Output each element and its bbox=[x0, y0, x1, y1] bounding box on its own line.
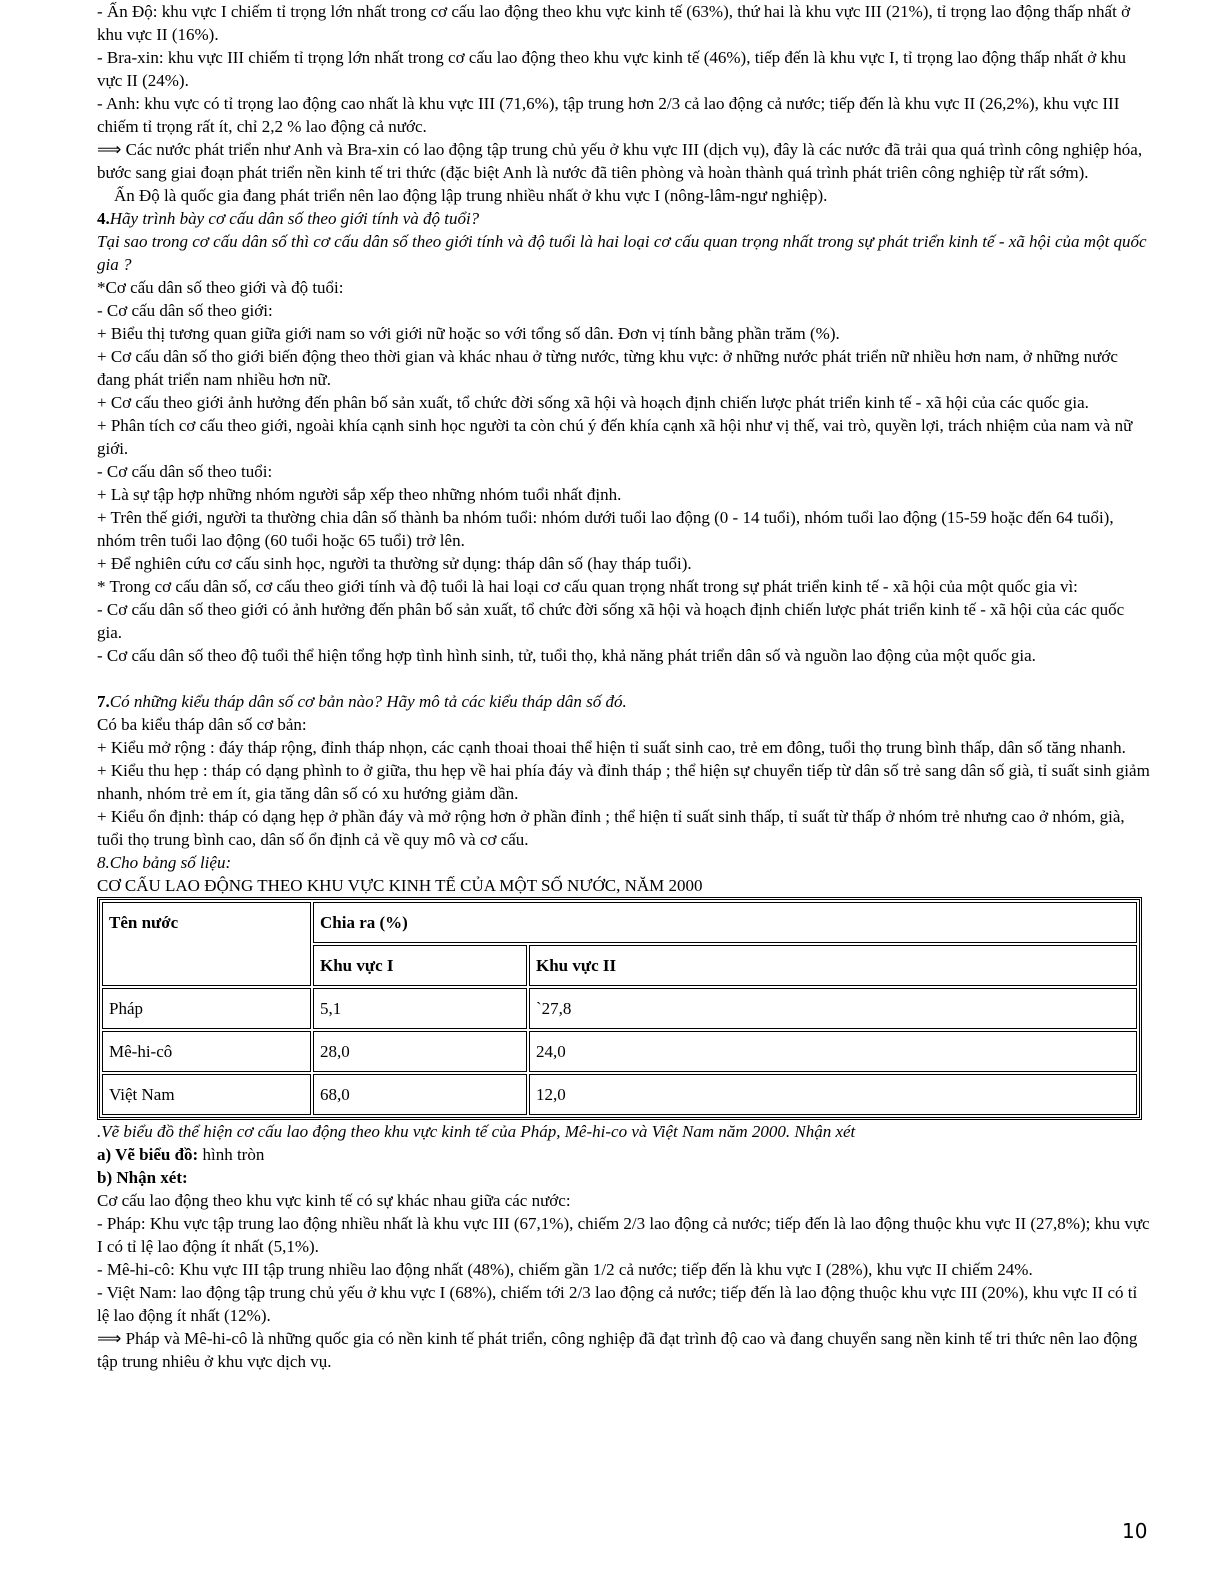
q4-number: 4. bbox=[97, 209, 110, 228]
header-country: Tên nước bbox=[102, 902, 311, 986]
table-row bbox=[102, 1031, 1137, 1072]
para-bra-xin: - Bra-xin: khu vực III chiếm tỉ trọng lớn nhất trong cơ cấu lao động theo khu vực kinh tế (46%), tiếp đến là khu vực I, tỉ trọng lao động thấp nhất ở khu vực II (24%). bbox=[97, 48, 1127, 90]
q7-line: + Kiểu mở rộng : đáy tháp rộng, đỉnh tháp nhọn, các cạnh thoai thoai thể hiện tỉ suất sinh cao, trẻ em đông, tuổi thọ trung bình thấp, dân số tăng nhanh. bbox=[97, 738, 1126, 757]
q8-a-label: a) Vẽ biểu đồ: bbox=[97, 1145, 199, 1164]
cell-k1: 68,0 bbox=[313, 1074, 527, 1115]
cell-k2: `27,8 bbox=[529, 988, 1137, 1029]
q7-line: + Kiểu thu hẹp : tháp có dạng phình to ở giữa, thu hẹp về hai phía đáy và đỉnh tháp ; thể hiện sự chuyển tiếp từ dân số trẻ sang dân số già, tỉ suất sinh giảm nhanh, nhóm trẻ em ít, gia tăng dân số có xu hướng giảm dần. bbox=[97, 761, 1150, 803]
q4-question-text: Hãy trình bày cơ cấu dân số theo giới tính và độ tuổi? bbox=[109, 209, 480, 228]
para-anh: - Anh: khu vực có tỉ trọng lao động cao nhất là khu vực III (71,6%), tập trung hơn 2/3 cả lao động cả nước; tiếp đến là khu vực II (26,2%), khu vực III chiếm tỉ trọng rất ít, chỉ 2,2 % lao động cả nước. bbox=[97, 94, 1120, 136]
q8-line: - Mê-hi-cô: Khu vực III tập trung nhiều lao động nhất (48%), chiếm gần 1/2 cả nước; tiếp đến là khu vực I (28%), khu vực II chiếm 24%. bbox=[97, 1260, 1033, 1279]
header-khu-vuc-1: Khu vực I bbox=[313, 945, 527, 986]
q8-part-a bbox=[97, 1143, 1151, 1166]
q7-number: 7. bbox=[97, 692, 110, 711]
q8-heading: 8.Cho bảng số liệu: bbox=[97, 853, 232, 872]
q4-question bbox=[97, 207, 1151, 230]
q7-line: Có ba kiểu tháp dân số cơ bản: bbox=[97, 715, 307, 734]
q4-line: + Trên thế giới, người ta thường chia dân số thành ba nhóm tuổi: nhóm dưới tuổi lao động (0 - 14 tuổi), nhóm tuổi lao động (15-59 hoặc đến 64 tuổi), nhóm trên tuổi lao động (60 tuổi hoặc 65 tuổi) trở lên. bbox=[97, 508, 1114, 550]
q8-line: - Việt Nam: lao động tập trung chủ yếu ở khu vực I (68%), chiếm tới 2/3 lao động cả nước; tiếp đến là lao động thuộc khu vực III (20%), khu vực II có tỉ lệ lao động ít nhất (12%). bbox=[97, 1283, 1138, 1325]
cell-country: Pháp bbox=[102, 988, 311, 1029]
para-an-do-conclusion: Ấn Độ là quốc gia đang phát triển nên lao động lập trung nhiều nhất ở khu vực I (nông-lâm-ngư nghiệp). bbox=[114, 186, 828, 205]
document-page bbox=[97, 0, 1151, 1373]
cell-k1: 5,1 bbox=[313, 988, 527, 1029]
q4-line: - Cơ cấu dân số theo độ tuổi thể hiện tổng hợp tình hình sinh, tử, tuổi thọ, khả năng phát triển dân số và nguồn lao động của một quốc gia. bbox=[97, 646, 1036, 665]
q4-line: + Cơ cấu dân số tho giới biến động theo thời gian và khác nhau ở từng nước, từng khu vực: ở những nước phát triển nữ nhiều hơn nam, ở những nước đang phát triển nam nhiều hơn nữ. bbox=[97, 347, 1118, 389]
table-header-row bbox=[102, 902, 1137, 943]
q4-line: - Cơ cấu dân số theo giới có ảnh hưởng đến phân bố sản xuất, tổ chức đời sống xã hội và hoạch định chiến lược phát triển kinh tế - xã hội của các quốc gia. bbox=[97, 600, 1125, 642]
table-title: CƠ CẤU LAO ĐỘNG THEO KHU VỰC KINH TẾ CỦA MỘT SỐ NƯỚC, NĂM 2000 bbox=[97, 876, 703, 895]
q4-line: - Cơ cấu dân số theo giới: bbox=[97, 301, 273, 320]
header-khu-vuc-2: Khu vực II bbox=[529, 945, 1137, 986]
cell-country: Mê-hi-cô bbox=[102, 1031, 311, 1072]
spacer bbox=[97, 667, 1151, 690]
page-number: 10 bbox=[1122, 1519, 1148, 1543]
q4-line: *Cơ cấu dân số theo giới và độ tuổi: bbox=[97, 278, 344, 297]
para-conclusion: ⟹ Các nước phát triển như Anh và Bra-xin có lao động tập trung chủ yếu ở khu vực III (dịch vụ), đây là các nước đã trải qua quá trình công nghiệp hóa, bước sang giai đoạn phát triển nền kinh tế tri thức (đặc biệt Anh là nước đã tiên phòng và hoàn thành quá trình phát triên công nghiệp từ rất sớm). bbox=[97, 140, 1143, 182]
cell-k2: 12,0 bbox=[529, 1074, 1137, 1115]
q7-question-text: Có những kiểu tháp dân số cơ bản nào? Hãy mô tả các kiểu tháp dân số đó. bbox=[109, 692, 627, 711]
header-group: Chia ra (%) bbox=[313, 902, 1137, 943]
q8-a-value: hình tròn bbox=[198, 1145, 265, 1164]
q4-line: + Biểu thị tương quan giữa giới nam so với giới nữ hoặc so với tổng số dân. Đơn vị tính bằng phần trăm (%). bbox=[97, 324, 840, 343]
q4-question2: Tại sao trong cơ cấu dân số thì cơ cấu dân số theo giới tính và độ tuổi là hai loại cơ cấu quan trọng nhất trong sự phát triển kinh tế - xã hội của một quốc gia ? bbox=[97, 232, 1147, 274]
q4-line: + Phân tích cơ cấu theo giới, ngoài khía cạnh sinh học người ta còn chú ý đến khía cạnh xã hội như vị thế, vai trò, quyền lợi, trách nhiệm của nam và nữ giới. bbox=[97, 416, 1133, 458]
cell-k2: 24,0 bbox=[529, 1031, 1137, 1072]
q7-question bbox=[97, 690, 1151, 713]
q8-task: .Vẽ biểu đồ thể hiện cơ cấu lao động theo khu vực kinh tế của Pháp, Mê-hi-co và Việt Nam năm 2000. Nhận xét bbox=[97, 1122, 856, 1141]
q4-line: + Để nghiên cứu cơ cấu sinh học, người ta thường sử dụng: tháp dân số (hay tháp tuổi). bbox=[97, 554, 692, 573]
q4-line: * Trong cơ cấu dân số, cơ cấu theo giới tính và độ tuổi là hai loại cơ cấu quan trọng nhất trong sự phát triển kinh tế - xã hội của một quốc gia vì: bbox=[97, 577, 1078, 596]
q8-line: - Pháp: Khu vực tập trung lao động nhiều nhất là khu vực III (67,1%), chiếm 2/3 lao động cả nước; tiếp đến là lao động thuộc khu vực II (27,8%); khu vực I có tỉ lệ lao động ít nhất (5,1%). bbox=[97, 1214, 1150, 1256]
q8-b-label: b) Nhận xét: bbox=[97, 1168, 188, 1187]
q4-line: + Là sự tập hợp những nhóm người sắp xếp theo những nhóm tuổi nhất định. bbox=[97, 485, 622, 504]
cell-k1: 28,0 bbox=[313, 1031, 527, 1072]
q8-line: Cơ cấu lao động theo khu vực kinh tế có sự khác nhau giữa các nước: bbox=[97, 1191, 571, 1210]
q4-line: - Cơ cấu dân số theo tuổi: bbox=[97, 462, 273, 481]
q8-line: ⟹ Pháp và Mê-hi-cô là những quốc gia có nền kinh tế phát triển, công nghiệp đã đạt trình độ cao và đang chuyển sang nền kinh tế tri thức nên lao động tập trung nhiêu ở khu vực dịch vụ. bbox=[97, 1329, 1138, 1371]
labor-structure-table bbox=[97, 897, 1142, 1120]
table-row bbox=[102, 988, 1137, 1029]
cell-country: Việt Nam bbox=[102, 1074, 311, 1115]
q7-line: + Kiểu ổn định: tháp có dạng hẹp ở phần đáy và mở rộng hơn ở phần đỉnh ; thể hiện tỉ suất sinh thấp, tỉ suất từ thấp ở nhóm trẻ nhưng cao ở nhóm, già, tuổi thọ trung bình cao, dân số ổn định cả về quy mô và cơ cấu. bbox=[97, 807, 1125, 849]
table-row bbox=[102, 1074, 1137, 1115]
para-an-do: - Ấn Độ: khu vực I chiếm tỉ trọng lớn nhất trong cơ cấu lao động theo khu vực kinh tế (63%), thứ hai là khu vực III (21%), tỉ trọng lao động thấp nhất ở khu vực II (16%). bbox=[97, 2, 1131, 44]
q4-line: + Cơ cấu theo giới ảnh hưởng đến phân bố sản xuất, tổ chức đời sống xã hội và hoạch định chiến lược phát triển kinh tế - xã hội của các quốc gia. bbox=[97, 393, 1089, 412]
